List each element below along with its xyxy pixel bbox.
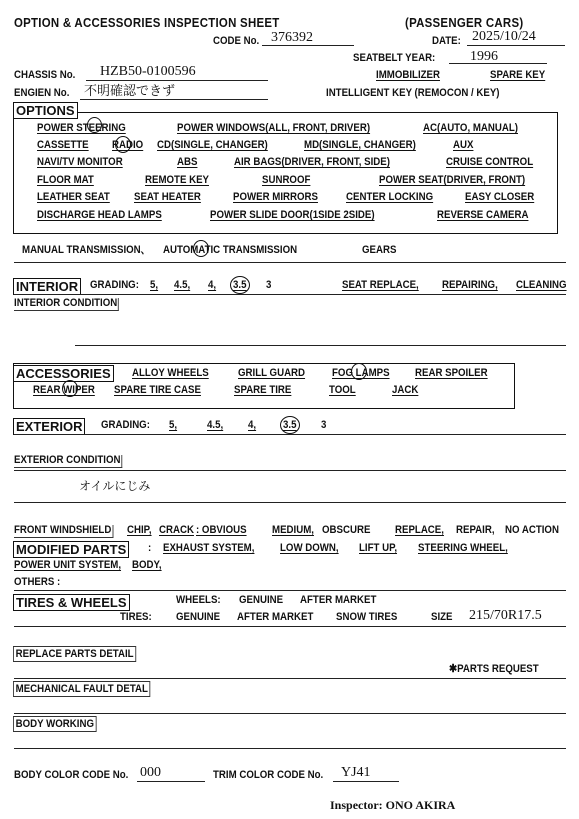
size-label: SIZE <box>431 611 453 623</box>
windshield-label: FRONT WINDSHIELD <box>14 524 112 536</box>
engine-value: 不明確認できず <box>84 84 176 99</box>
opt-airbags: AIR BAGS(DRIVER, FRONT, SIDE) <box>234 156 390 168</box>
acc-spare-tire: SPARE TIRE <box>234 384 292 396</box>
repairing: REPAIRING, <box>442 279 498 291</box>
chassis-underline <box>86 80 268 81</box>
code-label: CODE No. <box>213 35 260 47</box>
opt-aux: AUX <box>453 139 474 151</box>
date-value: 2025/10/24 <box>472 29 536 44</box>
mark-circle <box>115 136 131 153</box>
modified-colon: : <box>148 542 152 554</box>
ws-chip: CHIP, <box>127 524 152 536</box>
manual-transmission: MANUAL TRANSMISSION、 <box>22 244 151 256</box>
ws-obscure: OBSCURE <box>322 524 371 536</box>
gears-label: GEARS <box>362 244 397 256</box>
opt-power-mirrors: POWER MIRRORS <box>233 191 318 203</box>
divider <box>14 748 566 749</box>
mechanical-fault-label: MECHANICAL FAULT DETAL <box>13 681 151 697</box>
ws-obvious: : OBVIOUS <box>196 524 247 536</box>
opt-discharge-lamps: DISCHARGE HEAD LAMPS <box>37 209 162 221</box>
opt-seat-heater: SEAT HEATER <box>134 191 201 203</box>
tires-heading: TIRES & WHEELS <box>13 594 130 611</box>
body-color-value: 000 <box>140 765 161 780</box>
opt-reverse-camera: REVERSE CAMERA <box>437 209 529 221</box>
opt-sunroof: SUNROOF <box>262 174 311 186</box>
cleaning: CLEANING <box>516 279 567 291</box>
seat-replace: SEAT REPLACE, <box>342 279 419 291</box>
interior-grade-5: 5, <box>150 279 159 291</box>
size-value: 215/70R17.5 <box>469 608 542 623</box>
exterior-grade-5: 5, <box>169 419 178 431</box>
exterior-grade-4-5: 4.5, <box>207 419 224 431</box>
wheels-after-market: AFTER MARKET <box>300 594 377 606</box>
opt-leather-seat: LEATHER SEAT <box>37 191 110 203</box>
inspector: Inspector: ONO AKIRA <box>330 798 456 812</box>
exterior-heading: EXTERIOR <box>13 418 85 435</box>
exterior-condition-label: EXTERIOR CONDITION <box>14 454 121 466</box>
ws-repair: REPAIR, <box>456 524 495 536</box>
exterior-grade-3-5: 3.5 <box>283 419 297 431</box>
divider <box>14 713 566 714</box>
mod-low-down: LOW DOWN, <box>280 542 339 554</box>
tires-label: TIRES: <box>120 611 152 623</box>
opt-cruise: CRUISE CONTROL <box>446 156 534 168</box>
opt-cassette: CASSETTE <box>37 139 89 151</box>
divider <box>14 590 566 591</box>
body-color-underline <box>137 781 205 782</box>
opt-floor-mat: FLOOR MAT <box>37 174 94 186</box>
date-underline <box>467 45 565 46</box>
mark-circle <box>230 276 250 294</box>
divider <box>14 434 566 435</box>
acc-jack: JACK <box>392 384 419 396</box>
opt-easy-closer: EASY CLOSER <box>465 191 535 203</box>
code-underline <box>262 45 354 46</box>
mark-circle <box>87 117 102 133</box>
mod-power-unit: POWER UNIT SYSTEM, <box>14 559 122 571</box>
opt-center-locking: CENTER LOCKING <box>346 191 434 203</box>
date-label: DATE: <box>432 35 461 47</box>
wheels-label: WHEELS: <box>176 594 221 606</box>
replace-parts-label: REPLACE PARTS DETAIL <box>13 646 136 662</box>
body-working-label: BODY WORKING <box>13 716 97 732</box>
chassis-value: HZB50-0100596 <box>100 64 196 79</box>
opt-navi: NAVI/TV MONITOR <box>37 156 123 168</box>
tires-after-market: AFTER MARKET <box>237 611 314 623</box>
tires-genuine: GENUINE <box>176 611 221 623</box>
parts-request-label: ✱PARTS REQUEST <box>449 663 539 675</box>
acc-tool: TOOL <box>329 384 356 396</box>
interior-grade-4-5: 4.5, <box>174 279 191 291</box>
divider <box>14 678 566 679</box>
mark-circle <box>280 416 300 434</box>
acc-rear-wiper: REAR WIPER <box>33 384 95 396</box>
opt-abs: ABS <box>177 156 198 168</box>
opt-power-windows: POWER WINDOWS(ALL, FRONT, DRIVER) <box>177 122 371 134</box>
divider <box>14 470 566 471</box>
mod-steering-wheel: STEERING WHEEL, <box>418 542 508 554</box>
trim-color-label: TRIM COLOR CODE No. <box>213 769 324 781</box>
seatbelt-underline <box>449 63 547 64</box>
others-label: OTHERS : <box>14 576 61 588</box>
acc-rear-spoiler: REAR SPOILER <box>415 367 488 379</box>
opt-power-steering: POWER STEERING <box>37 122 126 134</box>
engine-underline <box>80 99 268 100</box>
divider <box>14 502 566 503</box>
interior-grading-label: GRADING: <box>90 279 139 291</box>
divider <box>14 262 566 263</box>
divider <box>14 626 566 627</box>
exterior-grading-label: GRADING: <box>101 419 150 431</box>
mod-body: BODY, <box>132 559 162 571</box>
opt-remote-key: REMOTE KEY <box>145 174 210 186</box>
ws-medium: MEDIUM, <box>272 524 314 536</box>
engine-label: ENGIEN No. <box>14 87 70 99</box>
modified-heading: MODIFIED PARTS <box>13 541 129 558</box>
sheet-title: OPTION & ACCESSORIES INSPECTION SHEET <box>14 15 280 30</box>
options-heading: OPTIONS <box>13 102 78 119</box>
vehicle-category: (PASSENGER CARS) <box>405 15 524 30</box>
mod-exhaust: EXHAUST SYSTEM, <box>163 542 255 554</box>
tires-snow: SNOW TIRES <box>336 611 398 623</box>
accessories-heading: ACCESSORIES <box>13 365 114 382</box>
acc-spare-tire-case: SPARE TIRE CASE <box>114 384 201 396</box>
immobilizer-label: IMMOBILIZER <box>376 69 440 81</box>
exterior-condition-value: オイルにじみ <box>79 479 151 493</box>
trim-color-value: YJ41 <box>341 765 371 780</box>
opt-power-seat: POWER SEAT(DRIVER, FRONT) <box>379 174 526 186</box>
trim-color-underline <box>333 781 399 782</box>
opt-cd: CD(SINGLE, CHANGER) <box>157 139 268 151</box>
spare-key-label: SPARE KEY <box>490 69 546 81</box>
mark-circle <box>351 363 367 380</box>
wheels-genuine: GENUINE <box>239 594 284 606</box>
ws-replace: REPLACE, <box>395 524 444 536</box>
interior-heading: INTERIOR <box>13 278 81 295</box>
mark-circle <box>62 380 78 397</box>
auto-transmission: AUTOMATIC TRANSMISSION <box>163 244 298 256</box>
opt-md: MD(SINGLE, CHANGER) <box>304 139 416 151</box>
interior-grade-3: 3 <box>266 279 272 291</box>
opt-radio: RADIO <box>112 139 144 151</box>
opt-power-slide-door: POWER SLIDE DOOR(1SIDE 2SIDE) <box>210 209 375 221</box>
ws-no-action: NO ACTION <box>505 524 559 536</box>
interior-grade-3-5: 3.5 <box>233 279 247 291</box>
seatbelt-label: SEATBELT YEAR: <box>353 52 436 64</box>
mark-circle <box>193 240 209 257</box>
body-color-label: BODY COLOR CODE No. <box>14 769 129 781</box>
code-value: 376392 <box>271 30 313 45</box>
ws-crack: CRACK <box>159 524 194 536</box>
exterior-grade-3: 3 <box>321 419 327 431</box>
acc-alloy-wheels: ALLOY WHEELS <box>132 367 209 379</box>
interior-condition-line <box>75 345 566 346</box>
interior-condition-label: INTERIOR CONDITION <box>14 297 118 309</box>
intelligent-key-label: INTELLIGENT KEY (REMOCON / KEY) <box>326 87 500 99</box>
acc-fog-lamps: FOG LAMPS <box>332 367 390 379</box>
divider <box>14 294 566 295</box>
chassis-label: CHASSIS No. <box>14 69 76 81</box>
interior-grade-4: 4, <box>208 279 217 291</box>
seatbelt-value: 1996 <box>470 49 498 64</box>
acc-grill-guard: GRILL GUARD <box>238 367 306 379</box>
opt-ac: AC(AUTO, MANUAL) <box>423 122 518 134</box>
mod-lift-up: LIFT UP, <box>359 542 398 554</box>
exterior-grade-4: 4, <box>248 419 257 431</box>
